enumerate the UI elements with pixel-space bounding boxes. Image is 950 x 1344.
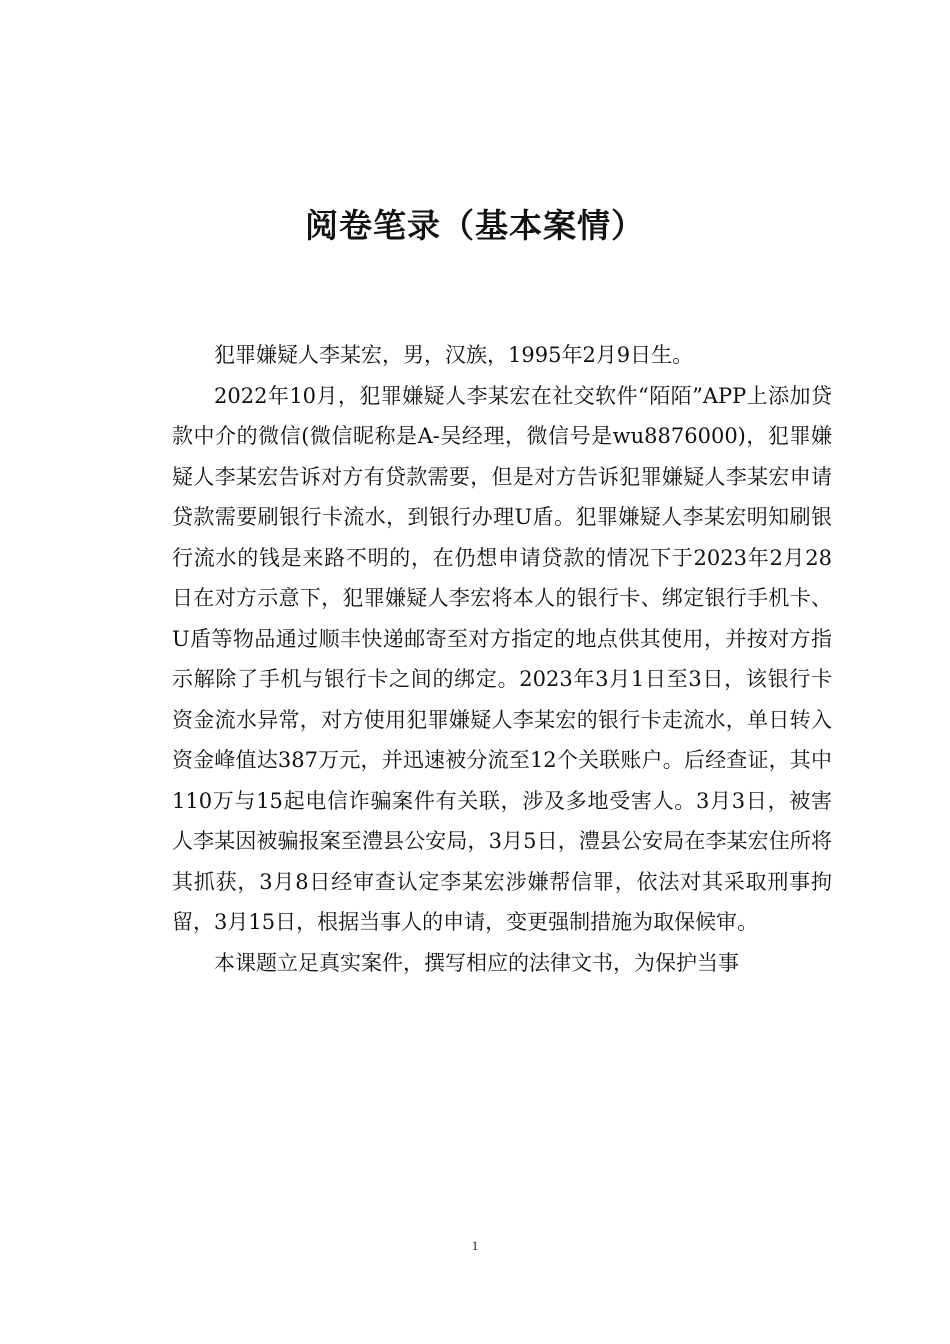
document-title: 阅卷笔录（基本案情）	[305, 206, 645, 245]
document-body	[172, 335, 832, 983]
paragraph-suspect-info: 犯罪嫌疑人李某宏，男，汉族，1995年2月9日生。	[214, 343, 694, 367]
page-number: 1	[471, 1238, 479, 1253]
paragraph-case-facts: 2022年10月，犯罪嫌疑人李某宏在社交软件“陌陌”APP上添加贷款中介的微信(微信昵称是A-吴经理，微信号是wu8876000)，犯罪嫌疑人李某宏告诉对方有贷款需要，但是对方告诉犯罪嫌疑人李某宏申请贷款需要刷银行卡流水，到银行办理U盾。犯罪嫌疑人李某宏明知刷银行流水的钱是来路不明的，在仍想申请贷款的情况下于2023年2月28日在对方示意下，犯罪嫌疑人李宏将本人的银行卡、绑定银行手机卡、U盾等物品通过顺丰快递邮寄至对方指定的地点供其使用，并按对方指示解除了手机与银行卡之间的绑定。2023年3月1日至3日，该银行卡资金流水异常，对方使用犯罪嫌疑人李某宏的银行卡走流水，单日转入资金峰值达387万元，并迅速被分流至12个关联账户。后经查证，其中110万与15起电信诈骗案件有关联，涉及多地受害人。3月3日，被害人李某因被骗报案至澧县公安局，3月5日，澧县公安局在李某宏住所将其抓获，3月8日经审查认定李某宏涉嫌帮信罪，依法对其采取刑事拘留，3月15日，根据当事人的申请，变更强制措施为取保候审。	[172, 383, 832, 934]
paragraph-project-intro: 本课题立足真实案件，撰写相应的法律文书，为保护当事	[214, 950, 739, 975]
